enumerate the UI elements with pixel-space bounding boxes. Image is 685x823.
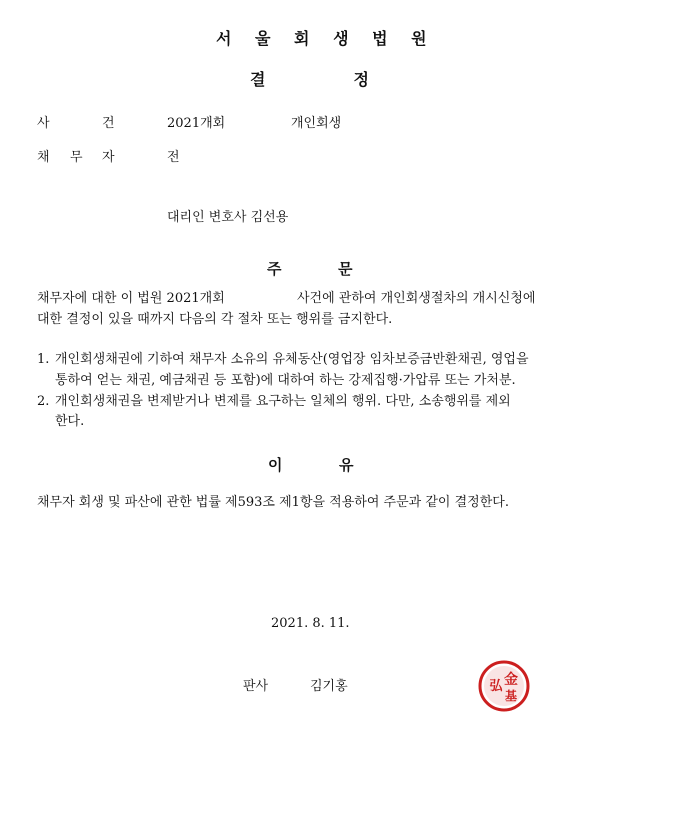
debtor-label-3: 자 (102, 150, 115, 165)
document-title-right: 정 (353, 70, 369, 89)
debtor-label-2: 무 (70, 150, 83, 165)
document-title (250, 67, 369, 90)
order-heading-left: 주 (267, 260, 282, 278)
case-label-1: 사 (37, 116, 50, 131)
order-intro-line1-b: 사건에 관하여 개인회생절차의 개시신청에 (297, 291, 536, 306)
order-intro-line2: 대한 결정이 있을 때까지 다음의 각 절차 또는 행위를 금지한다. (37, 312, 393, 327)
order-heading-right: 문 (338, 260, 353, 278)
svg-text:金: 金 (504, 672, 518, 688)
agent-line: 대리인 변호사 김선용 (167, 210, 289, 225)
court-name: 서 울 회 생 법 원 (216, 29, 436, 48)
case-label-2: 건 (102, 116, 115, 131)
item-2-line2: 한다. (55, 414, 85, 429)
order-intro-line1-a: 채무자에 대한 이 법원 2021개회 (37, 291, 225, 306)
svg-text:基: 基 (504, 689, 518, 703)
document-title-left: 결 (250, 70, 266, 89)
reason-text: 채무자 회생 및 파산에 관한 법률 제593조 제1항을 적용하여 주문과 같이 결정한다. (37, 495, 509, 510)
decision-date: 2021. 8. 11. (271, 616, 350, 631)
debtor-label-1: 채 (37, 150, 50, 165)
judge-label: 판사 (243, 679, 269, 694)
case-name: 개인회생 (291, 116, 342, 131)
reason-heading-right: 유 (339, 456, 354, 474)
item-number-1: 1. (37, 352, 50, 367)
case-number: 2021개회 (167, 116, 226, 131)
judge-name: 김기홍 (310, 679, 348, 694)
debtor-name: 전 (167, 150, 180, 165)
judge-seal-icon (478, 660, 530, 712)
reason-heading-left: 이 (268, 456, 283, 474)
item-number-2: 2. (37, 394, 50, 409)
item-2-line1: 개인회생채권을 변제받거나 변제를 요구하는 일체의 행위. 다만, 소송행위를 제외 (55, 394, 511, 409)
item-1-line2: 통하여 얻는 채권, 예금채권 등 포함)에 대하여 하는 강제집행·가압류 또는 가처분. (55, 373, 516, 388)
svg-text:弘: 弘 (489, 679, 503, 694)
item-1-line1: 개인회생채권에 기하여 채무자 소유의 유체동산(영업장 임차보증금반환채권, 영업을 (55, 352, 529, 367)
